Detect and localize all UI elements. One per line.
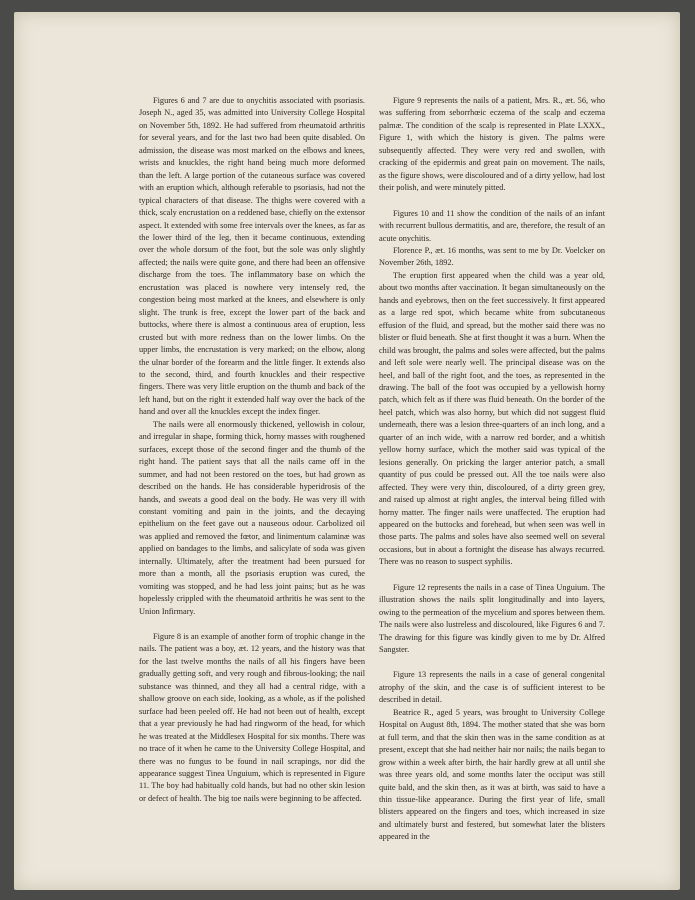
paragraph: Figure 9 represents the nails of a patient, Mrs. R., æt. 56, who was suffering from seborrhœic eczema of the scalp and eczema palmæ. The condition of the scalp is represented in Plate LXXX., Figure 1, with which the history is given. The palms were subsequently affected. They were very red and swollen, with cracking of the epidermis and great pain on movement. The nails, as the figure shows, were discoloured and of a dirty yellow, had lost their polish, and were minutely pitted. bbox=[379, 96, 605, 193]
paragraph: Figure 12 represents the nails in a case of Tinea Unguium. The illustration shows the nails split longitudinally and into layers, owing to the permeation of the mycelium and spores between them. The nails were also lustreless and discoloured, like Figures 6 and 7. The drawing for this figure was kindly given to me by Dr. Alfred Sangster. bbox=[379, 582, 605, 655]
paragraph: Beatrice R., aged 5 years, was brought to University College Hospital on August 8th, 1894. The mother stated that she was born at full term, and that the skin then was in the same condition as at present, except that she had neither hair nor nails; the nails began to grow within a week after birth, the hair hardly grew at all until she was three years old, and some months later the occiput was still quite bald, and the skin then, as it was at birth, was said to have a thin tissue-like appearance. During the first year of life, small blisters appeared on the fingers and toes, which increased in size and ultimately burst and festered, but somewhat later the blisters appeared in the bbox=[379, 707, 605, 842]
paragraph: Figures 6 and 7 are due to onychitis associated with psoriasis. Joseph N., aged 35, was admitted into University College Hospital on November 5th, 1892. He had suffered from rheumatoid arthritis for several years, and for the last two had been quite disabled. On admission, the disease was most marked on the elbows and knees, wrists and knuckles, the right hand being much more deformed than the left. A large portion of the cutaneous surface was covered with an eruption which, although referable to psoriasis, had not the typical characters of that disease. The thighs were covered with a thick, scaly encrustation on a reddened base, chiefly on the extensor aspect. It extended with some free intervals over the knees, as far as the lower third of the leg, then it became continuous, extending over the whole dorsum of the foot, but the sole was only slightly affected; the nails were quite gone, and there had been an offensive discharge from the toes. The inflammatory base on which the encrustation was placed is nowhere very intensely red, the congestion being most marked at the knees, and elsewhere is only slight. The trunk is free, except the lower part of the back and buttocks, where there is almost a continuous area of eruption, less crusted but with more redness than on the lower limbs. On the upper limbs, the encrustation is very marked; on the elbow, along the ulnar border of the forearm and the little finger. It extends also to the second, third, and fourth knuckles and their respective fingers. There was very little eruption on the thumb and back of the left hand, but on the right it extended half way over the back of the hand and over all the knuckles except the index finger. bbox=[139, 96, 365, 417]
left-column bbox=[139, 95, 365, 805]
paragraph: Figure 13 represents the nails in a case of general congenital atrophy of the skin, and the case is of sufficient interest to be described in detail. bbox=[379, 670, 605, 705]
paragraph: Figure 8 is an example of another form of trophic change in the nails. The patient was a boy, æt. 12 years, and the history was that for the last twelve months the nails of all his fingers have been gradually getting soft, and very rough and fibrous-looking; the nail substance was thinned, and they all had a central ridge, with a shallow groove on each side, looking, as a whole, as if the polished surface had been peeled off. He had not been out of health, except that a year previously he had had ringworm of the head, for which he was treated at the Middlesex Hospital for six months. There was no trace of it when he came to the University College Hospital, and there was no fungus to be found in nail scrapings, nor did the appearance suggest Tinea Unguium, which is represented in Figure 11. The boy had habitually cold hands, but had no other skin lesion or defect of health. The big toe nails were beginning to be affected. bbox=[139, 632, 365, 803]
paragraph: Florence P., æt. 16 months, was sent to me by Dr. Voelcker on November 26th, 1892. bbox=[379, 245, 605, 268]
paragraph: Figures 10 and 11 show the condition of the nails of an infant with recurrent bullous dermatitis, and are, therefore, the result of an acute onychitis. bbox=[379, 208, 605, 243]
paragraph: The nails were all enormously thickened, yellowish in colour, and irregular in shape, forming thick, horny masses with roughened surfaces, except those of the second finger and the thumb of the right hand. The patient says that all the nails came off in the summer, and had not been restored on the toes, but had grown as described on the hands. He has considerable hyperidrosis of the hands, and sweats a good deal on the body. He was very ill with constant vomiting and pain in the joints, and the decaying epithelium on the feet gave out a nauseous odour. Carbolized oil was applied and removed the fœtor, and linimentum calaminæ was applied on bandages to the limbs, and salicylate of soda was given internally. Ultimately, after the treatment had been pursued for more than a month, all the psoriasis eruption was cured, the vomiting was stopped, and he had less joint pains; but as he was hopelessly crippled with the rheumatoid arthritis he was sent to the Union Infirmary. bbox=[139, 419, 365, 616]
paragraph: The eruption first appeared when the child was a year old, about two months after vaccination. It began simultaneously on the hands and eyebrows, then on the feet successively. It first appeared as a large red spot, which became white from subcutaneous effusion of the fluid, and spread, but the mother said there was no blister or fluid beneath. She at first thought it was a burn. When the child was brought, the palms and soles were affected, but the palms and left sole were nearly well. The principal disease was on the heel, and ball of the right foot, and the toes, as represented in the drawing. The ball of the foot was occupied by a yellowish horny patch, which felt as if there was fluid beneath. On the border of the heel patch, which was also horny, but which did not suggest fluid underneath, there was a lesion three-quarters of an inch long, and a quarter of an inch wide, with a narrow red border, and a whitish yellow horny surface, which the mother said was typical of the lesions generally. On pricking the larger anterior patch, a small quantity of pus could be pressed out. All the toe nails were also affected. They were very thin, discoloured, of a dirty green grey, and raised up almost at right angles, the interval being filled with horny matter. The finger nails were unaffected. The eruption had appeared on the buttocks and forehead, but when seen was well in those parts. The palms and soles have also seemed well on several occasions, but in about a fortnight the disease has always recurred. There was no reason to suspect syphilis. bbox=[379, 270, 605, 567]
right-column bbox=[379, 95, 605, 844]
page-sheet bbox=[14, 12, 680, 890]
